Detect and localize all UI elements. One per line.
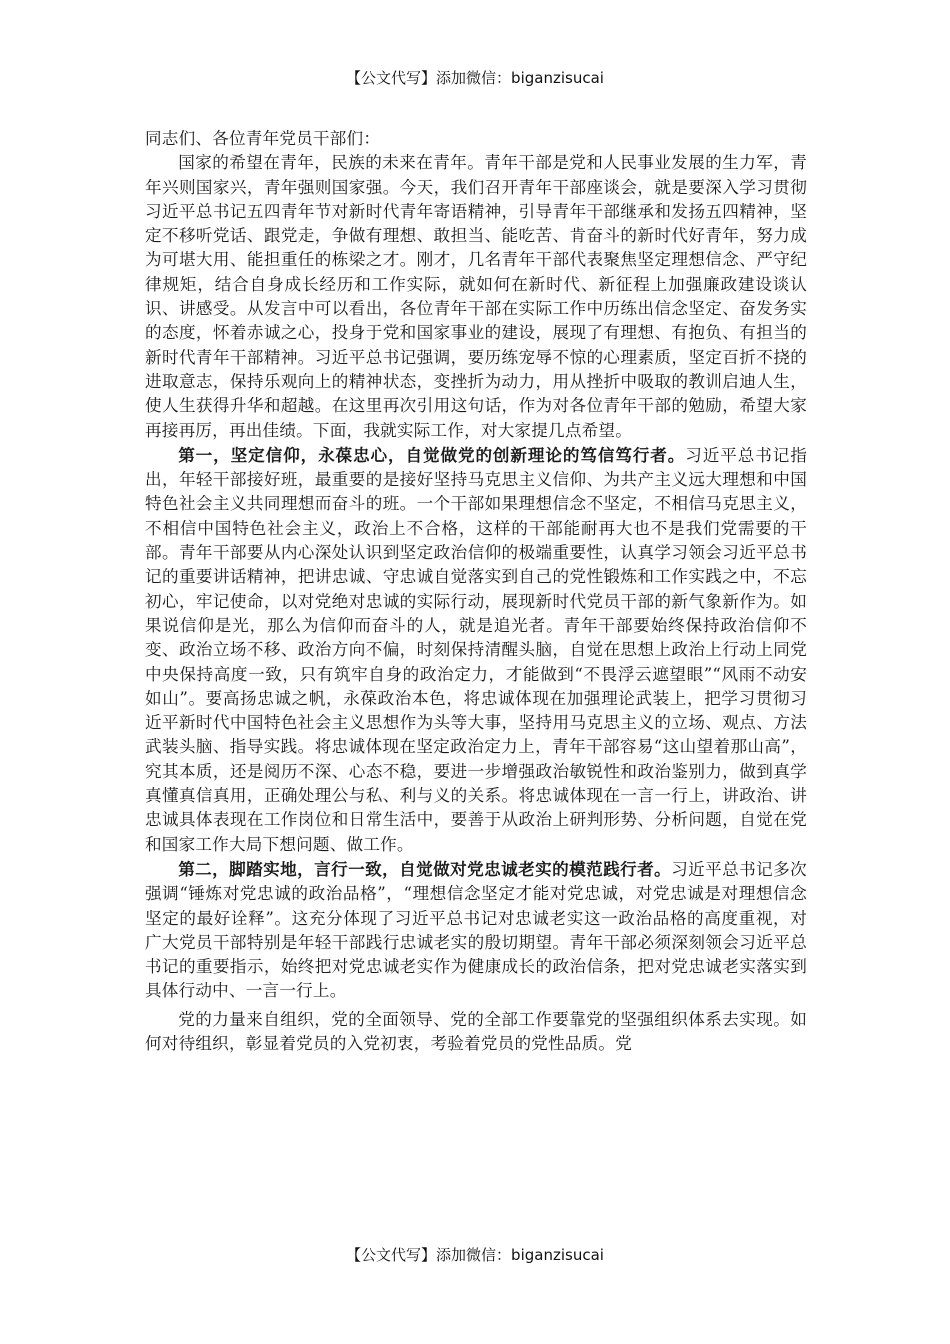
paragraph-text: 党的力量来自组织，党的全面领导、党的全部工作要靠党的坚强组织体系去实现。如何对待组织，彰显着党员的入党初衷，考验着党员的党性品质。党 — [145, 1009, 807, 1053]
paragraph-text: 习近平总书记多次强调“锤炼对党忠诚的政治品格”，“理想信念坚定才能对党忠诚，对党忠诚是对理想信念坚定的最好诠释”。这充分体现了习近平总书记对忠诚老实这一政治品格的高度重视，对广大党员干部特别是年轻干部践行忠诚老实的殷切期望。青年干部必须深刻领会习近平总书记的重要指示，始终把对党忠诚老实作为健康成长的政治信条，把对党忠诚老实落实到具体行动中、一言一行上。 — [145, 859, 807, 1001]
paragraph-intro — [145, 151, 807, 443]
page-header: 【公文代写】添加微信：biganzisucai — [346, 69, 604, 87]
paragraph-heading: 第二，脚踏实地，言行一致，自觉做对党忠诚老实的模范践行者。 — [178, 858, 672, 879]
page-footer: 【公文代写】添加微信：biganzisucai — [346, 1246, 604, 1264]
paragraph-text: 国家的希望在青年，民族的未来在青年。青年干部是党和人民事业发展的生力军，青年兴则国家兴，青年强则国家强。今天，我们召开青年干部座谈会，就是要深入学习贯彻习近平总书记五四青年节对新时代青年寄语精神，引导青年干部继承和发扬五四精神，坚定不移听党话、跟党走，争做有理想、敢担当、能吃苦、肯奋斗的新时代好青年，努力成为可堪大用、能担重任的栋梁之才。刚才，几名青年干部代表聚焦坚定理想信念、严守纪律规矩，结合自身成长经历和工作实际，就如何在新时代、新征程上加强廉政建设谈认识、讲感受。从发言中可以看出，各位青年干部在实际工作中历练出信念坚定、奋发务实的态度，怀着赤诚之心，投身于党和国家事业的建设，展现了有理想、有抱负、有担当的新时代青年干部精神。习近平总书记强调，要历练宠辱不惊的心理素质，坚定百折不挠的进取意志，保持乐观向上的精神状态，变挫折为动力，用从挫折中吸取的教训启迪人生，使人生获得升华和超越。在这里再次引用这句话，作为对各位青年干部的勉励，希望大家再接再厉，再出佳绩。下面，我就实际工作，对大家提几点希望。 — [145, 153, 807, 440]
paragraph-heading: 第一，坚定信仰，永葆忠心，自觉做党的创新理论的笃信笃行者。 — [178, 444, 686, 465]
paragraph-text: 习近平总书记指出，年轻干部接好班，最重要的是接好坚持马克思主义信仰、为共产主义远大理想和中国特色社会主义共同理想而奋斗的班。一个干部如果理想信念不坚定，不相信马克思主义，不相信中国特色社会主义，政治上不合格，这样的干部能耐再大也不是我们党需要的干部。青年干部要从内心深处认识到坚定政治信仰的极端重要性，认真学习领会习近平总书记的重要讲话精神，把讲忠诚、守忠诚自觉落实到自己的党性锻炼和工作实践之中，不忘初心，牢记使命，以对党绝对忠诚的实际行动，展现新时代党员干部的新气象新作为。如果说信仰是光，那么为信仰而奋斗的人，就是追光者。青年干部要始终保持政治信仰不变、政治立场不移、政治方向不偏，时刻保持清醒头脑，自觉在思想上政治上行动上同党中央保持高度一致，只有筑牢自身的政治定力，才能做到“不畏浮云遮望眼”“风雨不动安如山”。要高扬忠诚之帆，永葆政治本色，将忠诚体现在加强理论武装上，把学习贯彻习近平新时代中国特色社会主义思想作为头等大事，坚持用马克思主义的立场、观点、方法武装头脑、指导实践。将忠诚体现在坚定政治定力上，青年干部容易“这山望着那山高”，究其本质，还是阅历不深、心态不稳，要进一步增强政治敏锐性和政治鉴别力，做到真学真懂真信真用，正确处理公与私、利与义的关系。将忠诚体现在一言一行上，讲政治、讲忠诚具体表现在工作岗位和日常生活中，要善于从政治上研判形势、分析问题，自觉在党和国家工作大局下想问题、做工作。 — [145, 445, 807, 854]
paragraph-point-one — [145, 443, 807, 857]
document-body — [145, 127, 807, 1056]
salutation: 同志们、各位青年党员干部们： — [145, 129, 381, 148]
paragraph-point-two — [145, 857, 807, 1004]
paragraph-organization — [145, 1008, 807, 1057]
